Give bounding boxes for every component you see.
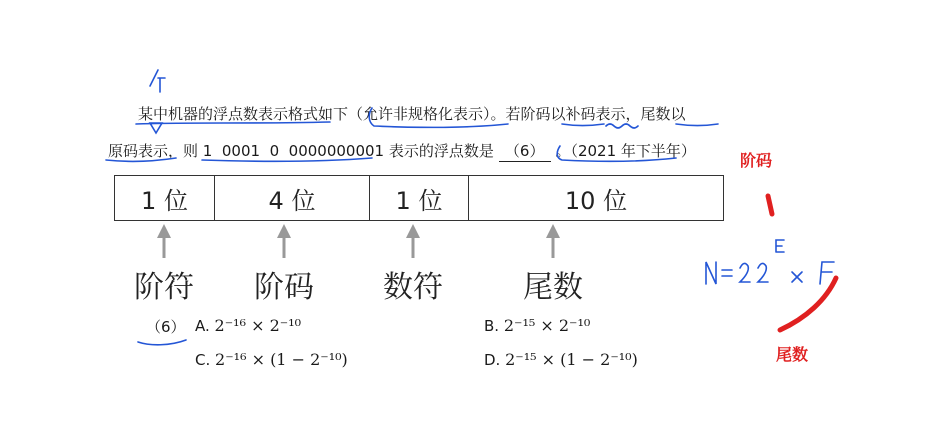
option-b-letter: B.	[484, 317, 500, 335]
question-blank: （6）	[499, 141, 551, 162]
ink-triangle	[150, 123, 162, 133]
ink-mark-top	[150, 70, 165, 92]
ink-letter-f	[820, 262, 834, 284]
ink-underline-mantissa	[676, 124, 718, 126]
red-label-exponent: 阶码	[740, 151, 773, 170]
ink-times	[792, 272, 802, 282]
ink-bracket-year	[557, 146, 676, 161]
question-bit-pattern: 1 0001 0 0000000001	[202, 142, 385, 160]
label-mantissa: 尾数	[523, 270, 583, 305]
option-a-expr: 2⁻¹⁶ × 2⁻¹⁰	[214, 316, 302, 335]
ink-red-stroke-2	[780, 278, 836, 330]
cell-exponent: 4 位	[214, 176, 369, 220]
label-exponent: 阶码	[254, 270, 314, 305]
option-c-expr: 2⁻¹⁶ × (1 − 2⁻¹⁰)	[215, 350, 348, 369]
ink-digit-2	[740, 263, 750, 282]
option-d-expr: 2⁻¹⁵ × (1 − 2⁻¹⁰)	[505, 350, 638, 369]
ink-underline-bits	[202, 158, 372, 161]
red-label-mantissa: 尾数	[776, 345, 809, 364]
question-number: （6）	[146, 318, 186, 336]
ink-letter-n	[706, 262, 716, 284]
cell-exponent-sign: 1 位	[141, 186, 188, 215]
ink-underline-1	[136, 122, 330, 124]
label-exponent-sign: 阶符	[134, 270, 194, 305]
cell-mantissa-sign: 1 位	[369, 176, 468, 220]
ink-curve-6	[138, 340, 186, 345]
label-mantissa-sign: 数符	[383, 270, 443, 305]
question-line-2-suffix: 。（2021 年下半年）	[555, 142, 696, 160]
option-d-letter: D.	[484, 351, 501, 369]
question-line-2-mid: 表示的浮点数是	[388, 142, 494, 160]
option-c-letter: C.	[195, 351, 211, 369]
ink-underline-2	[106, 158, 176, 161]
ink-superscript-e	[776, 240, 784, 252]
ink-underline-exponent	[562, 124, 604, 126]
ink-digit-2b	[758, 263, 768, 282]
ink-squiggle	[606, 124, 638, 128]
question-line-1: 某中机器的浮点数表示格式如下（允许非规格化表示）。若阶码以补码表示，尾数以	[138, 105, 686, 123]
option-a-letter: A.	[195, 317, 210, 335]
ink-bracket-1	[369, 108, 508, 127]
question-line-2-prefix: 原码表示，则	[108, 142, 199, 160]
ink-equals	[722, 270, 732, 276]
ink-red-stroke-1	[768, 196, 772, 214]
option-b-expr: 2⁻¹⁵ × 2⁻¹⁰	[503, 316, 591, 335]
cell-mantissa: 10 位	[468, 176, 723, 220]
